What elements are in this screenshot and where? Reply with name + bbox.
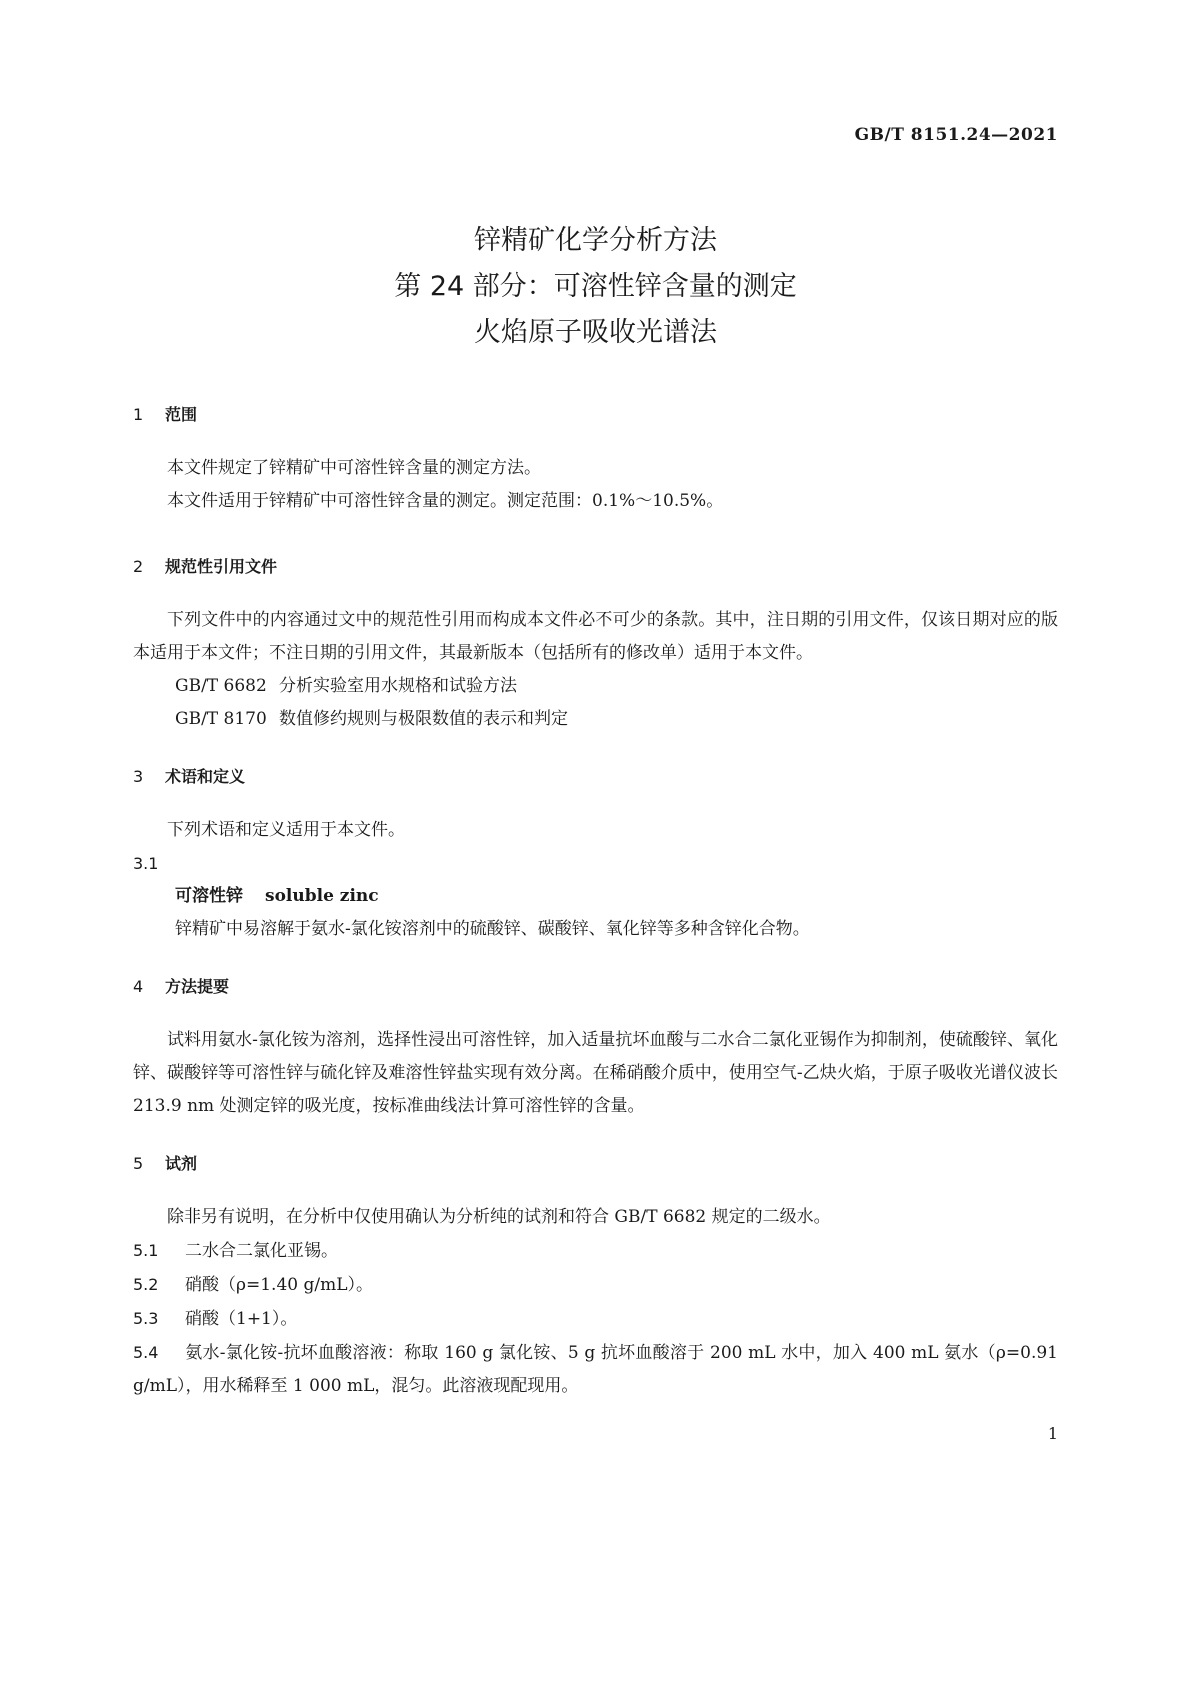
section-4-paragraph: 试料用氨水-氯化铵为溶剂，选择性浸出可溶性锌，加入适量抗坏血酸与二水合二氯化亚锡作为抑制剂，使硫酸锌、氧化锌、碳酸锌等可溶性锌与硫化锌及难溶性锌盐实现有效分离。在稀硝酸介质中，使用空气-乙炔火焰，于原子吸收光谱仪波长 213.9 nm 处测定锌的吸光度，按标准曲线法计算可溶性锌的含量。 (133, 1030, 1058, 1116)
reagent-item: 5.2 硝酸（ρ=1.40 g/mL）。 (133, 1275, 374, 1295)
document-body (133, 400, 1058, 1403)
standard-code: GB/T 8151.24—2021 (854, 125, 1058, 145)
term-english: soluble zinc (265, 886, 379, 906)
section-1-paragraph-1: 本文件规定了锌精矿中可溶性锌含量的测定方法。 (167, 458, 541, 478)
section-1-paragraph-2: 本文件适用于锌精矿中可溶性锌含量的测定。测定范围：0.1%～10.5%。 (167, 491, 724, 511)
term-definition: 锌精矿中易溶解于氨水-氯化铵溶剂中的硫酸锌、碳酸锌、氧化锌等多种含锌化合物。 (175, 919, 810, 939)
title-line-2: 第 24 部分：可溶性锌含量的测定 (394, 271, 797, 302)
title-line-1: 锌精矿化学分析方法 (474, 225, 717, 256)
reagent-item: 5.4 氨水-氯化铵-抗坏血酸溶液：称取 160 g 氯化铵、5 g 抗坏血酸溶于 200 mL 水中，加入 400 mL 氨水（ρ=0.91 g/mL），用水稀释至 1 000 mL，混匀。此溶液现配现用。 (133, 1343, 1058, 1396)
reagent-item: 5.3 硝酸（1+1）。 (133, 1309, 298, 1329)
section-1-heading: 1 范围 (133, 405, 198, 424)
document-title (0, 218, 1191, 356)
reagent-item: 5.1 二水合二氯化亚锡。 (133, 1241, 338, 1261)
normative-reference: GB/T 8170 数值修约规则与极限数值的表示和判定 (175, 709, 568, 729)
title-line-3: 火焰原子吸收光谱法 (474, 317, 717, 348)
section-2-heading: 2 规范性引用文件 (133, 557, 278, 576)
section-3-paragraph: 下列术语和定义适用于本文件。 (167, 820, 405, 840)
section-3-heading: 3 术语和定义 (133, 767, 246, 786)
term-number: 3.1 (133, 854, 159, 873)
term-chinese: 可溶性锌 (175, 886, 243, 906)
section-5-paragraph: 除非另有说明，在分析中仅使用确认为分析纯的试剂和符合 GB/T 6682 规定的二级水。 (167, 1207, 831, 1227)
page-number: 1 (1047, 1424, 1058, 1443)
section-5-heading: 5 试剂 (133, 1154, 198, 1173)
section-2-paragraph: 下列文件中的内容通过文中的规范性引用而构成本文件必不可少的条款。其中，注日期的引用文件，仅该日期对应的版本适用于本文件；不注日期的引用文件，其最新版本（包括所有的修改单）适用于本文件。 (133, 610, 1058, 663)
normative-reference: GB/T 6682 分析实验室用水规格和试验方法 (175, 676, 517, 696)
section-4-heading: 4 方法提要 (133, 977, 230, 996)
term-entry (133, 880, 1058, 913)
